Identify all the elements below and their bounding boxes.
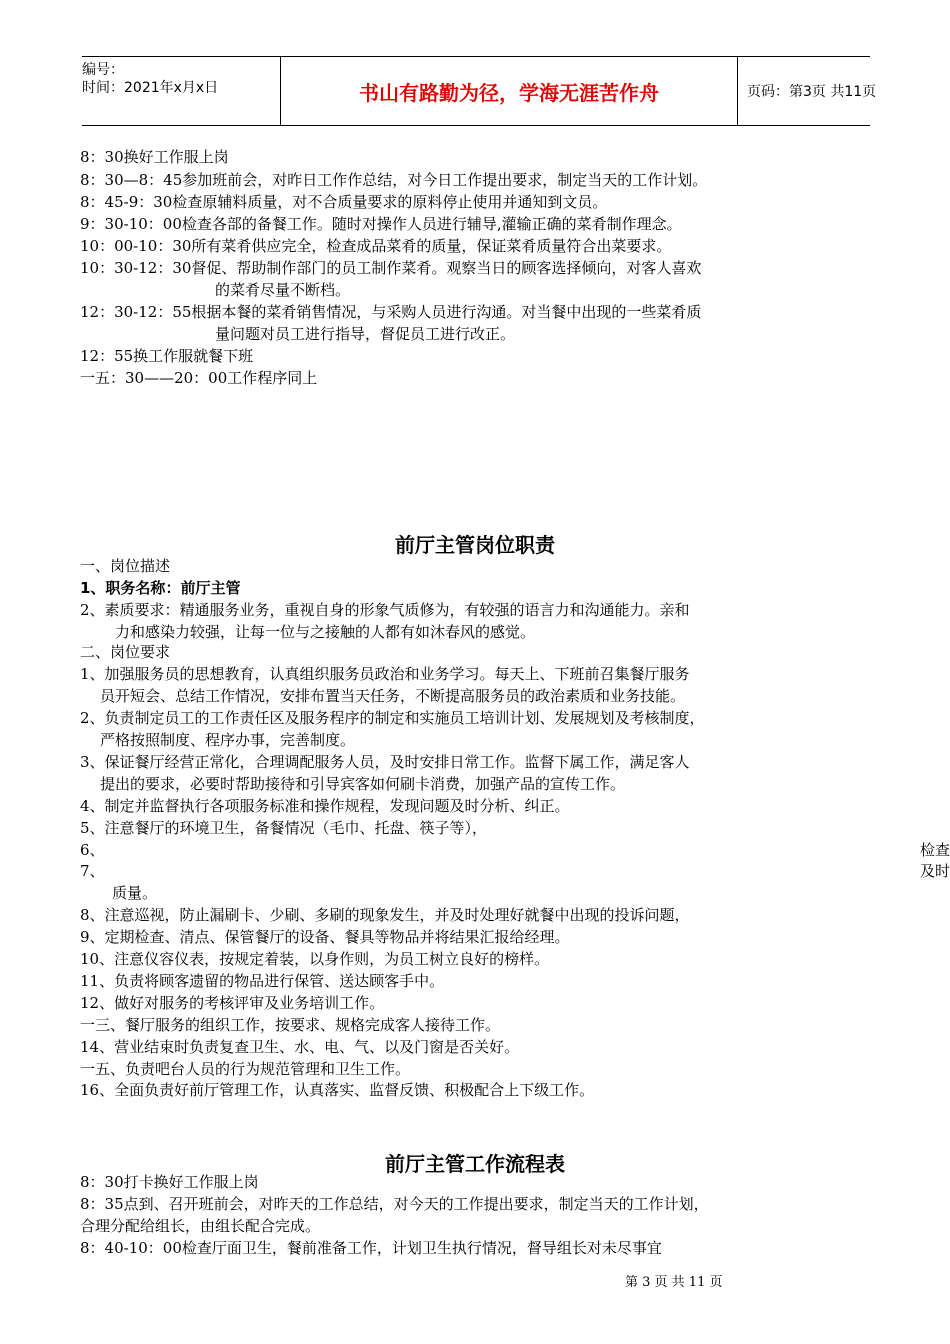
duty-line: 6、 [80,841,105,859]
duty-line: 5、注意餐厅的环境卫生，备餐情况（毛巾、托盘、筷子等）， [80,819,488,837]
duty-line: 3、保证餐厅经营正常化，合理调配服务人员，及时安排日常工作。监督下属工作，满足客人 [80,753,690,771]
schedule-line: 10：00-10：30所有菜肴供应完全，检查成品菜肴的质量，保证菜肴质量符合出菜要求。 [80,237,672,255]
schedule-line: 8：30换好工作服上岗 [80,148,229,166]
duty-line: 一三、餐厅服务的组织工作，按要求、规格完成客人接待工作。 [80,1016,501,1034]
duty-line: 2、负责制定员工的工作责任区及服务程序的制定和实施员工培训计划、发展规划及考核制度， [80,709,705,727]
schedule-line: 9：30-10：00检查各部的备餐工作。随时对操作人员进行辅导,灌输正确的菜肴制作理念。 [80,215,682,233]
duty-line: 8、注意巡视，防止漏刷卡、少刷、多刷的现象发生，并及时处理好就餐中出现的投诉问题， [80,906,690,924]
duty-line: 16、全面负责好前厅管理工作，认真落实、监督反馈、积极配合上下级工作。 [80,1081,595,1099]
schedule-line: 8：30—8：45参加班前会，对昨日工作作总结，对今日工作提出要求，制定当天的工作计划。 [80,171,708,189]
flow-line: 8：30打卡换好工作服上岗 [80,1173,259,1191]
duty-line: 2、素质要求：精通服务业务，重视自身的形象气质修为，有较强的语言力和沟通能力。亲和 [80,601,690,619]
duty-line: 1、加强服务员的思想教育，认真组织服务员政治和业务学习。每天上、下班前召集餐厅服务 [80,665,690,683]
duty-line: 一、岗位描述 [80,557,171,575]
duty-line: 二、岗位要求 [80,643,171,661]
schedule-line: 8：45-9：30检查原辅料质量，对不合质量要求的原料停止使用并通知到文员。 [80,193,608,211]
schedule-line-cont: 的菜肴尽量不断档。 [215,281,351,299]
motto: 书山有路勤为径，学海无涯苦作舟 [280,57,738,125]
duty-line-cont: 质量。 [112,884,158,902]
page-footer: 第 3 页 共 11 页 [625,1275,723,1290]
duty-line-cont: 力和感染力较强，让每一位与之接触的人都有如沐春风的感觉。 [115,623,536,641]
schedule-line-cont: 量问题对员工进行指导，督促员工进行改正。 [215,325,516,343]
duty-line-cont: 提出的要求，必要时帮助接待和引导宾客如何刷卡消费，加强产品的宣传工作。 [100,775,626,793]
duty-line: 12、做好对服务的考核评审及业务培训工作。 [80,994,385,1012]
page-header [82,56,877,126]
duty-line: 14、营业结束时负责复查卫生、水、电、气、以及门窗是否关好。 [80,1038,520,1056]
header-meta [82,57,280,129]
duty-line-cont: 员开短会、总结工作情况，安排布置当天任务，不断提高服务员的政治素质和业务技能。 [100,687,686,705]
schedule-line: 12：55换工作服就餐下班 [80,347,254,365]
duty-line: 4、制定并监督执行各项服务标准和操作规程，发现问题及时分析、纠正。 [80,797,570,815]
duty-line: 一五、负责吧台人员的行为规范管理和卫生工作。 [80,1060,411,1078]
section-title: 前厅主管岗位职责 [395,533,555,557]
duty-line-cont: 严格按照制度、程序办事，完善制度。 [100,731,356,749]
number-label: 编号： [82,62,124,78]
duty-line-overflow: 检查 [920,841,950,859]
duty-line: 7、 [80,862,105,880]
duty-line: 9、定期检查、清点、保管餐厅的设备、餐具等物品并将结果汇报给经理。 [80,928,570,946]
duty-line: 11、负责将顾客遗留的物品进行保管、送达顾客手中。 [80,972,445,990]
flow-line: 8：40-10：00检查厅面卫生，餐前准备工作，计划卫生执行情况，督导组长对未尽事宜 [80,1239,662,1257]
flow-line: 合理分配给组长，由组长配合完成。 [80,1217,321,1235]
schedule-line: 10：30-12：30督促、帮助制作部门的员工制作菜肴。观察当日的顾客选择倾向，对客人喜欢 [80,259,702,277]
schedule-line: 一五：30——20：00工作程序同上 [80,369,318,387]
page-info: 页码：第3页 共11页 [747,84,877,100]
flow-line: 8：35点到、召开班前会，对昨天的工作总结，对今天的工作提出要求，制定当天的工作计划， [80,1195,709,1213]
section-title: 前厅主管工作流程表 [385,1152,565,1176]
schedule-line: 12：30-12：55根据本餐的菜肴销售情况，与采购人员进行沟通。对当餐中出现的一些菜肴质 [80,303,702,321]
duty-line: 1、职务名称：前厅主管 [80,579,241,597]
time-label: 时间：2021年x月x日 [82,80,219,96]
duty-line: 10、注意仪容仪表，按规定着装，以身作则，为员工树立良好的榜样。 [80,950,550,968]
duty-line-overflow: 及时 [920,862,950,880]
